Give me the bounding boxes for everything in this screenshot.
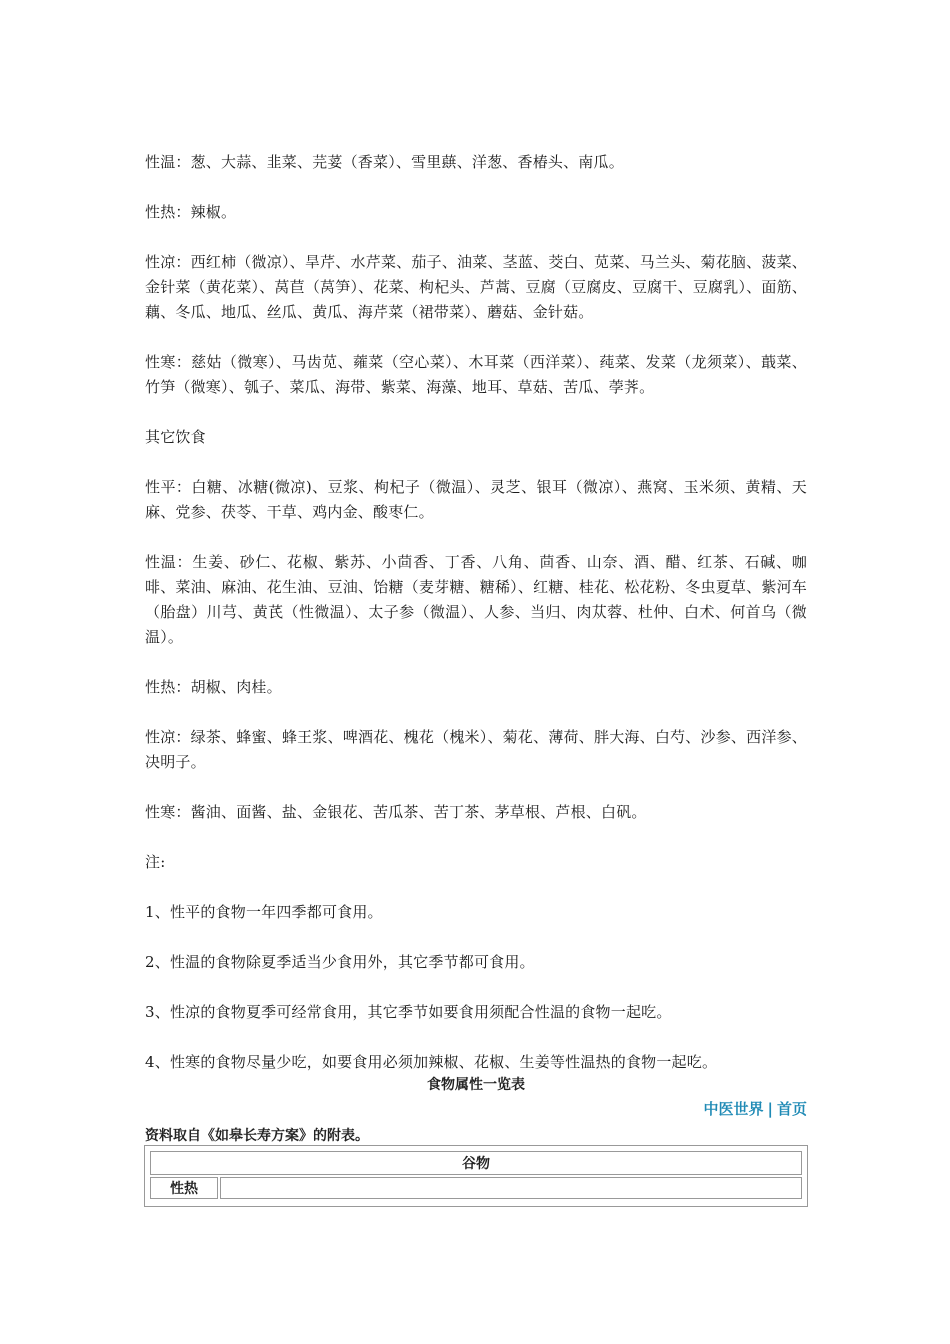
source-note: 资料取自《如皋长寿方案》的附表。 bbox=[145, 1128, 369, 1144]
table-row-value bbox=[220, 1177, 802, 1199]
note-item-1: 1、性平的食物一年四季都可食用。 bbox=[145, 903, 383, 921]
nav-link-home[interactable]: 首页 bbox=[776, 1100, 807, 1118]
paragraph-warm-vegetables: 性温：葱、大蒜、韭菜、芫荽（香菜）、雪里蕻、洋葱、香椿头、南瓜。 bbox=[145, 153, 624, 171]
paragraph-hot-vegetables: 性热：辣椒。 bbox=[145, 203, 237, 221]
food-property-table bbox=[144, 1145, 808, 1207]
table-row bbox=[150, 1177, 802, 1199]
table-row-label: 性热 bbox=[150, 1177, 218, 1199]
article-body bbox=[145, 150, 807, 1100]
nav-link-site[interactable]: 中医世界 bbox=[703, 1100, 764, 1118]
nav-separator: | bbox=[767, 1100, 773, 1118]
paragraph-hot-other: 性热：胡椒、肉桂。 bbox=[145, 678, 282, 696]
paragraph-cold-other: 性寒：酱油、面酱、盐、金银花、苦瓜茶、苦丁茶、茅草根、芦根、白矾。 bbox=[145, 803, 647, 821]
note-heading: 注: bbox=[145, 853, 166, 871]
table-header-grain: 谷物 bbox=[150, 1151, 802, 1175]
note-item-2: 2、性温的食物除夏季适当少食用外，其它季节都可食用。 bbox=[145, 953, 535, 971]
note-item-3: 3、性凉的食物夏季可经常食用，其它季节如要食用须配合性温的食物一起吃。 bbox=[145, 1003, 672, 1021]
paragraph-cool-vegetables: 性凉：西红柿（微凉）、旱芹、水芹菜、茄子、油菜、茎蓝、茭白、苋菜、马兰头、菊花脑、菠菜、金针菜（黄花菜）、莴苣（莴笋）、花菜、枸杞头、芦蒿、豆腐（豆腐皮、豆腐干、豆腐乳）、面筋、藕、冬瓜、地瓜、丝瓜、黄瓜、海芹菜（裙带菜）、蘑菇、金针菇。 bbox=[145, 253, 807, 321]
site-nav bbox=[703, 1098, 807, 1119]
paragraph-cold-vegetables: 性寒：慈姑（微寒）、马齿苋、蕹菜（空心菜）、木耳菜（西洋菜）、莼菜、发菜（龙须菜）、蕺菜、竹笋（微寒）、瓠子、菜瓜、海带、紫菜、海藻、地耳、草菇、苦瓜、荸荠。 bbox=[145, 353, 807, 396]
food-table bbox=[148, 1149, 804, 1201]
paragraph-warm-other: 性温：生姜、砂仁、花椒、紫苏、小茴香、丁香、八角、茴香、山奈、酒、醋、红茶、石碱、咖啡、菜油、麻油、花生油、豆油、饴糖（麦芽糖、糖稀）、红糖、桂花、松花粉、冬虫夏草、紫河车（胎盘）川芎、黄芪（性微温）、太子参（微温）、人参、当归、肉苁蓉、杜仲、白术、何首乌（微温）。 bbox=[145, 553, 807, 646]
paragraph-neutral-other: 性平：白糖、冰糖(微凉)、豆浆、枸杞子（微温）、灵芝、银耳（微凉）、燕窝、玉米须、黄精、天麻、党参、茯苓、干草、鸡内金、酸枣仁。 bbox=[145, 478, 807, 521]
table-header-row bbox=[150, 1151, 802, 1175]
section-title: 食物属性一览表 bbox=[427, 1077, 525, 1093]
note-item-4: 4、性寒的食物尽量少吃，如要食用必须加辣椒、花椒、生姜等性温热的食物一起吃。 bbox=[145, 1053, 718, 1071]
subheading-other-foods: 其它饮食 bbox=[145, 428, 206, 446]
paragraph-cool-other: 性凉：绿茶、蜂蜜、蜂王浆、啤酒花、槐花（槐米）、菊花、薄荷、胖大海、白芍、沙参、西洋参、决明子。 bbox=[145, 728, 807, 771]
